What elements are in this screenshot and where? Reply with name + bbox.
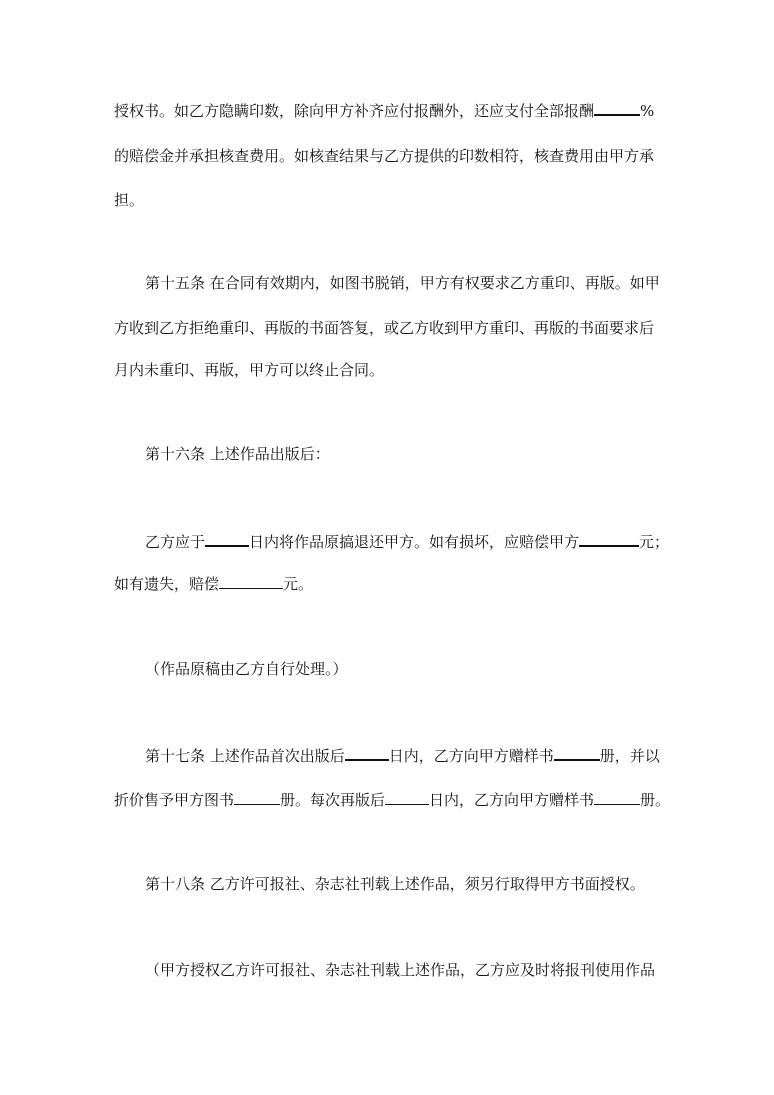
- text: 日内，乙方向甲方赠样书: [429, 791, 595, 809]
- article-15-heading-line: 第十五条 在合同有效期内，如图书脱销，甲方有权要求乙方重印、再版。如甲: [145, 274, 660, 292]
- text: 元。: [283, 575, 314, 593]
- fill-blank: [554, 745, 600, 761]
- text: 日内，乙方向甲方赠样书: [388, 747, 554, 765]
- paragraph-line: [114, 100, 674, 120]
- paragraph-line: 方收到乙方拒绝重印、再版的书面答复，或乙方收到甲方重印、再版的书面要求后: [114, 319, 655, 337]
- fill-blank: [219, 574, 283, 589]
- paragraph-line: [114, 790, 674, 810]
- article-18-line: 第十八条 乙方许可报社、杂志社刊载上述作品，须另行取得甲方书面授权。: [145, 875, 645, 893]
- text: 册。每次再版后: [280, 791, 386, 809]
- text: %: [640, 102, 655, 120]
- text: 元；: [639, 533, 670, 551]
- fill-blank: [345, 745, 389, 761]
- fill-blank: [594, 100, 640, 116]
- text: 日内将作品原搞退还甲方。如有损坏，应赔偿甲方: [249, 533, 580, 551]
- article-16-heading-line: 第十六条 上述作品出版后：: [145, 445, 330, 463]
- paragraph-line: [114, 574, 674, 594]
- fill-blank: [594, 790, 640, 805]
- paragraph-line: [145, 531, 705, 551]
- text: 授权书。如乙方隐瞒印数，除向甲方补齐应付报酬外，还应支付全部报酬: [114, 102, 595, 120]
- article-17-heading-line: [145, 745, 705, 765]
- paragraph-line: 担。: [114, 191, 145, 209]
- text: 册，并以: [599, 747, 660, 765]
- note-line: （作品原稿由乙方自行处理。）: [145, 660, 348, 678]
- paragraph-line: 的赔偿金并承担核查费用。如核查结果与乙方提供的印数相符，核查费用由甲方承: [114, 147, 655, 165]
- note-line: （甲方授权乙方许可报社、杂志社刊载上述作品，乙方应及时将报刊使用作品: [145, 961, 656, 979]
- text: 如有遗失，赔偿: [114, 575, 220, 593]
- fill-blank: [579, 531, 639, 547]
- fill-blank: [205, 531, 249, 547]
- text: 册。: [640, 791, 671, 809]
- text: 第十七条 上述作品首次出版后: [145, 747, 345, 765]
- fill-blank: [234, 790, 280, 805]
- paragraph-line: 月内未重印、再版，甲方可以终止合同。: [114, 361, 385, 379]
- text: 乙方应于: [145, 533, 206, 551]
- fill-blank: [385, 790, 429, 805]
- text: 折价售予甲方图书: [114, 791, 235, 809]
